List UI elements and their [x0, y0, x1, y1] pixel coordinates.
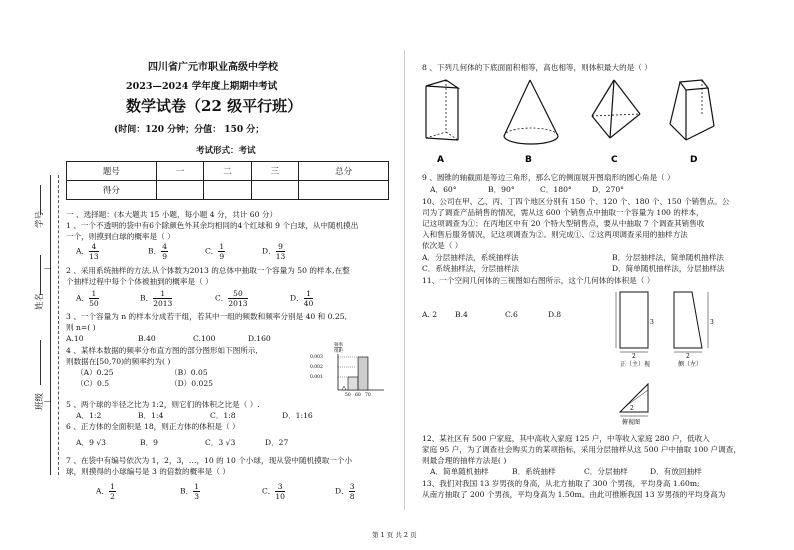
q9-option-d[interactable]: D．270° [592, 185, 624, 194]
q7-option-b[interactable]: B． $\frac{1}{3}$ [180, 482, 199, 501]
q6-option-b[interactable]: B．9 [140, 438, 159, 447]
q9-option-c[interactable]: C．180° [540, 185, 572, 194]
q5-option-a[interactable]: A．1:2 [76, 411, 102, 420]
q2-option-b[interactable]: B． $\frac{1}{2013}$ [140, 289, 173, 308]
q8-label-d: D [690, 155, 698, 165]
q12-option-a[interactable]: A．简单随机抽样 [430, 467, 489, 476]
binding-dashed-line [58, 175, 59, 475]
q1-option-a[interactable]: A． $\frac{4}{13}$ [76, 242, 99, 261]
q12-option-d[interactable]: D．有放回抽样 [650, 467, 702, 476]
score-input-cell[interactable] [251, 181, 298, 200]
q2-text-line1: 2 、采用系统抽样的方法,从个体数为2013 的总体中抽取一个容量为 50 的样本,在整 [66, 266, 350, 275]
q7-option-d[interactable]: D． $\frac{3}{8}$ [335, 482, 355, 501]
time-score: (时间：120 分钟；分值： 150 分； [114, 125, 265, 135]
q9-text: 9 、圆锥的轴截面是等边三角形，那么它的侧面展开图扇形的圆心角是（ ） [422, 173, 675, 182]
histogram-ylabel-top: 频率 [334, 343, 343, 348]
histogram-bar [358, 357, 368, 390]
class-label: 班级 [35, 392, 45, 410]
q11-option-d[interactable]: D.8 [548, 310, 562, 319]
top-view [620, 384, 648, 412]
q3-option-a[interactable]: A.10 [66, 334, 84, 343]
class-underline [40, 340, 42, 385]
dim-label: 3 [650, 319, 654, 326]
q7-option-c[interactable]: C． $\frac{3}{10}$ [262, 482, 285, 501]
score-input-cell[interactable] [156, 181, 203, 200]
score-input-cell[interactable] [204, 181, 251, 200]
q7-text-line2: 球，则摸得的小球编号是 3 的倍数的概率是（ ） [66, 467, 230, 476]
q11-option-c[interactable]: C.6 [505, 310, 518, 319]
table-cell: 三 [251, 162, 298, 181]
xtick-label: 70 [365, 393, 371, 398]
frustum-shape [670, 80, 714, 140]
xtick-label: 60 [355, 393, 361, 398]
margin-mark-1: — [44, 263, 52, 272]
triangular-prism-shape [426, 80, 458, 140]
exam-form: 考试形式：考试 [196, 146, 256, 156]
histogram-bar [348, 377, 358, 390]
dim-label: 2 [632, 353, 636, 360]
q1-option-b[interactable]: B． $\frac{4}{9}$ [148, 242, 167, 261]
q9-option-a[interactable]: A．60° [430, 185, 457, 194]
q3-option-c[interactable]: C.100 [193, 334, 216, 343]
table-row [67, 181, 389, 200]
histogram-figure [308, 340, 386, 398]
q10-text-line3: 记这项调查为①；在丙地区中有 20 个特大型销售点，要从中抽取 7 个调查其销售收 [422, 219, 705, 228]
score-input-cell[interactable] [299, 181, 389, 200]
table-cell: 总分 [299, 162, 389, 181]
top-view-label: 俯视图 [622, 419, 641, 426]
q8-label-c: C [611, 155, 618, 165]
ytick-label: 0.003 [310, 355, 323, 360]
q4-option-b[interactable]: （B）0.05 [170, 368, 208, 377]
q13-text-line1: 13、我们对我国 13 岁男孩的身高，从北方抽取了 300 个男孩，平均身高 1.60m; [422, 479, 700, 488]
q1-option-c[interactable]: C． $\frac{1}{9}$ [205, 242, 225, 261]
q10-text-line4: 入和售后服务情况，记这项调查为②。则完成①、②这两项调查采用的抽样方法 [422, 230, 688, 239]
q2-text-line2: 个抽样过程中每个个体被抽到的概率是（ ） [66, 277, 213, 286]
q3-text-line1: 3 、一个容量为 n 的样本分成若干组，若其中一组的频数和频率分别是 40 和 0.25, [66, 312, 347, 321]
q10-option-b[interactable]: B．分层抽样法，简单随机抽样法 [612, 253, 724, 262]
q6-text: 6 、正方体的全面积是 18，则正方体的体积是（ ） [66, 422, 240, 431]
q8-solids-figure [418, 74, 718, 166]
q8-text: 8 、下列几何体的下底面面积相等，高也相等，则体积最大的是（ ） [422, 63, 652, 72]
name-label: 姓名 [35, 292, 45, 310]
q9-option-b[interactable]: B．90° [488, 185, 515, 194]
name-underline [40, 255, 42, 295]
q10-text-line1: 10、公司在甲、乙、丙、丁四个地区分别有 150 个、120 个、180 个、150 个销售点。公 [422, 197, 730, 206]
q10-text-line5: 依次是（ ） [422, 241, 463, 250]
xtick-label: 50 [345, 393, 351, 398]
q2-option-d[interactable]: D． $\frac{1}{40}$ [290, 289, 314, 308]
dim-label: 2 [630, 405, 634, 412]
side-view-label: 侧（左） [678, 361, 703, 368]
front-view [620, 292, 648, 348]
q5-option-c[interactable]: C．1:8 [210, 411, 236, 420]
table-cell: 题号 [67, 162, 157, 181]
q1-option-d[interactable]: D． $\frac{9}{13}$ [262, 242, 286, 261]
q12-text-line2: 家庭 95 户，为了调查社会购买力的某项指标，采用分层抽样从这 500 户中抽取 100 户调查， [422, 445, 741, 454]
q5-option-d[interactable]: D．1:16 [282, 411, 313, 420]
school-number-label: 学号 [35, 210, 45, 228]
q12-option-c[interactable]: C．分层抽样 [584, 467, 628, 476]
q10-option-d[interactable]: D．简单随机抽样法，分层抽样法 [612, 264, 725, 273]
q12-text-line3: 则最合理的抽样方法是( ) [422, 456, 507, 465]
section-heading: 一 、选择题：(本大题共 15 小题，每小题 4 分，共计 60 分） [66, 210, 278, 219]
school-name: 四川省广元市职业高级中学校 [148, 62, 278, 73]
score-table [66, 161, 389, 200]
ytick-label: 0.002 [310, 365, 323, 370]
q4-text-line2: 则数据在[50,70)的频率约为( ) [66, 357, 171, 366]
q11-option-b[interactable]: B.4 [455, 310, 468, 319]
q12-option-b[interactable]: B．系统抽样 [512, 467, 556, 476]
q13-text-line2: 从南方抽取了 200 个男孩，平均身高为 1.50m。由此可推断我国 13 岁男孩的平均身高为 [422, 490, 726, 499]
side-view [674, 292, 702, 348]
q1-text-line1: 1 、一个不透明的袋中有6个除颜色外其余均相同的4个红球和 9 个白球，从中随机摸出 [66, 221, 359, 230]
dim-label: 3 [710, 319, 714, 326]
ytick-label: 0.001 [310, 375, 323, 380]
q7-text-line1: 7 、在袋中有编号依次为 1，2，3，…，10 的 10 个小球，现从袋中随机摸取一个小 [66, 456, 353, 465]
histogram-ylabel-bottom: 组距 [334, 349, 343, 354]
q11-text: 11、一个空间几何体的三视图如右图所示，这个几何体的体积是（ ） [422, 276, 655, 285]
front-view-label: 正（主）视 [620, 361, 651, 368]
page-title: 数学试卷（22 级平行班） [126, 97, 303, 115]
q6-option-d[interactable]: D．27 [265, 438, 289, 447]
q11-option-a[interactable]: A. 2 [422, 310, 438, 319]
q5-option-b[interactable]: B．1:4 [138, 411, 164, 420]
three-view-figure [612, 288, 722, 428]
q10-option-a[interactable]: A．分层抽样法，系统抽样法 [422, 253, 519, 262]
table-cell: 一 [156, 162, 203, 181]
q12-text-line1: 12、某社区有 500 户家庭，其中高收入家庭 125 户，中等收入家庭 280 户，低收入 [422, 434, 710, 443]
q10-text-line2: 司为了调查产品销售的情况，需从这 600 个销售点中抽取一个容量为 100 的样本， [422, 208, 704, 217]
column-divider [404, 50, 405, 510]
q8-label-b: B [525, 155, 532, 165]
q2-option-c[interactable]: C． $\frac{50}{2013}$ [215, 289, 248, 308]
binding-line [50, 175, 51, 475]
q8-label-a: A [437, 155, 444, 165]
table-row [67, 162, 389, 181]
q5-text: 5 、两个球的半径之比为 1:2，则它们的体积之比是（ ）. [66, 400, 260, 409]
q6-option-c[interactable]: C．3 √3 [205, 438, 236, 447]
q6-option-a[interactable]: A．9 √3 [76, 438, 106, 447]
q10-option-c[interactable]: C．系统抽样法，分层抽样法 [422, 264, 519, 273]
q3-text-line2: 则 n=( ) [66, 323, 96, 332]
school-number-underline [40, 185, 42, 215]
term-title: 2023—2024 学年度上期期中考试 [126, 81, 278, 92]
q4-option-d[interactable]: （D）0.025 [170, 379, 214, 388]
q3-option-d[interactable]: D.160 [248, 334, 271, 343]
table-cell: 得分 [67, 181, 157, 200]
q3-option-b[interactable]: B.40 [138, 334, 156, 343]
q4-option-a[interactable]: （A）0.25 [76, 368, 114, 377]
page-number: 第 1 页 共 2 页 [372, 531, 417, 539]
q1-text-line2: 一个，则摸到白球的概率是（ ） [66, 232, 175, 241]
pyramid-shape [592, 80, 640, 138]
dim-label: 2 [686, 353, 690, 360]
q7-option-a[interactable]: A． $\frac{1}{2}$ [96, 482, 115, 501]
cone-shape [504, 80, 558, 144]
table-cell: 二 [204, 162, 251, 181]
q2-option-a[interactable]: A． $\frac{1}{50}$ [76, 289, 99, 308]
margin-mark-2: — [44, 396, 52, 405]
q4-text-line1: 4 、某样本数据的频率分布直方图的部分图形如下图所示, [66, 346, 258, 355]
q4-option-c[interactable]: （C）0.5 [76, 379, 110, 388]
